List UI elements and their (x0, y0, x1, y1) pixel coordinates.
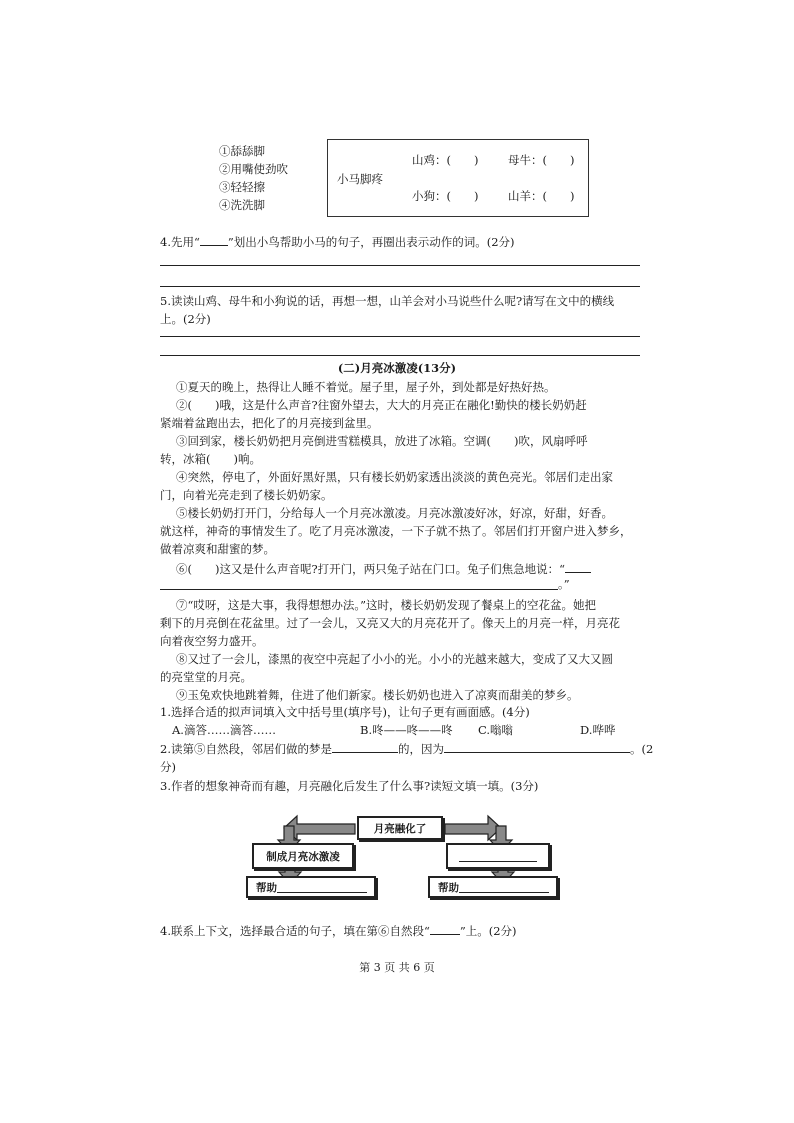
answer-blank[interactable] (430, 923, 460, 935)
answer-blank[interactable] (565, 561, 591, 573)
option-c[interactable]: C.嗡嗡 (478, 723, 514, 737)
answer-blank[interactable] (332, 741, 398, 753)
paragraph-2: ②( )哦，这是什么声音?往窗外望去，大大的月亮正在融化!勤快的楼长奶奶赶 紧端着盆跑出去，把化了的月亮接到盆里。 (160, 398, 587, 430)
flow-top-box: 月亮融化了 (357, 816, 443, 840)
flow-right-box[interactable] (446, 843, 550, 869)
page-footer: 第 3 页 共 6 页 (359, 961, 435, 974)
match-item-muniu: 母牛：( ) (508, 153, 575, 167)
option-4: ④洗洗脚 (219, 198, 265, 212)
answer-line[interactable] (160, 355, 640, 356)
paragraph-3: ③回到家，楼长奶奶把月亮倒进雪糕模具，放进了冰箱。空调( )吹，风扇呼呼 转，冰箱( )响。 (160, 434, 588, 466)
match-box (327, 139, 589, 217)
answer-blank[interactable] (200, 234, 228, 246)
question-3: 3.作者的想象神奇而有趣，月亮融化后发生了什么事?读短文填一填。(3分) (160, 779, 539, 793)
answer-line[interactable] (160, 265, 640, 266)
passage-part-1 (160, 378, 650, 558)
flow-help-right[interactable]: 帮助 (428, 876, 558, 898)
paragraph-4: ④突然，停电了，外面好黑好黑，只有楼长奶奶家透出淡淡的黄色亮光。邻居们走出家 门，向着光亮走到了楼长奶奶家。 (160, 470, 613, 502)
answer-line[interactable] (160, 589, 558, 590)
option-3: ③轻轻擦 (219, 180, 265, 194)
question-5: 5.读读山鸡、母牛和小狗说的话，再想一想，山羊会对小马说些什么呢?请写在文中的横线 上。(2分) (160, 294, 615, 326)
paragraph-9: ⑨玉兔欢快地跳着舞，住进了他们新家。楼长奶奶也进入了凉爽而甜美的梦乡。 (176, 688, 579, 702)
question-4: 4.先用“ ”划出小鸟帮助小马的句子，再圈出表示动作的词。(2分) (160, 235, 515, 249)
passage-part-2 (160, 596, 650, 704)
options-list (219, 142, 288, 214)
answer-blank[interactable] (444, 741, 630, 753)
paragraph-6-end: 。” (558, 577, 570, 591)
section-title: (二)月亮冰激凌(13分) (337, 361, 457, 375)
option-a[interactable]: A.滴答……滴答…… (172, 723, 276, 737)
question-2: 2.读第⑤自然段，邻居们做的梦是 的，因为 。(2 (160, 742, 654, 756)
answer-blank[interactable] (277, 881, 367, 893)
paragraph-1: ①夏天的晚上，热得让人睡不着觉。屋子里，屋子外，到处都是好热好热。 (176, 380, 556, 394)
paragraph-5: ⑤楼长奶奶打开门，分给每人一个月亮冰激凌。月亮冰激凌好冰，好凉，好甜，好香。 就这样，神奇的事情发生了。吃了月亮冰激凌，一下子就不热了。邻居们打开窗户进入梦乡， 做着凉爽和甜蜜的梦。 (160, 506, 632, 556)
question-4b: 4.联系上下文，选择最合适的句子，填在第⑥自然段“ ”上。(2分) (160, 924, 517, 938)
option-d[interactable]: D.哗哗 (580, 723, 616, 737)
option-1: ①舔舔脚 (219, 144, 265, 158)
option-2: ②用嘴使劲吹 (219, 162, 288, 176)
paragraph-7: ⑦“哎呀，这是大事，我得想想办法。”这时，楼长奶奶发现了餐桌上的空花盆。她把 剩下的月亮倒在花盆里。过了一会儿，又亮又大的月亮花开了。像天上的月亮一样，月亮花 向着夜空努力盛开。 (160, 598, 620, 648)
question-1: 1.选择合适的拟声词填入文中括号里(填序号)，让句子更有画面感。(4分) (160, 705, 530, 719)
match-item-shanyang: 山羊：( ) (508, 189, 575, 203)
answer-blank[interactable] (459, 850, 537, 862)
arrow-left (284, 816, 355, 840)
match-item-shanji: 山鸡：( ) (412, 153, 479, 167)
arrow-right (445, 816, 501, 840)
paragraph-6: ⑥( )这又是什么声音呢?打开门，两只兔子站在门口。兔子们焦急地说：“ (176, 560, 646, 578)
match-item-xiaogou: 小狗：( ) (412, 189, 479, 203)
answer-line[interactable] (160, 286, 640, 287)
flow-help-left[interactable]: 帮助 (246, 876, 376, 898)
match-box-label: 小马脚疼 (337, 172, 383, 186)
question-2-cont: 分) (160, 760, 176, 774)
answer-line[interactable] (160, 336, 640, 337)
flow-left-box: 制成月亮冰激凌 (252, 843, 354, 869)
answer-blank[interactable] (459, 881, 549, 893)
question-1-options (172, 722, 642, 740)
option-b[interactable]: B.咚——咚——咚 (360, 723, 453, 737)
paragraph-8: ⑧又过了一会儿，漆黑的夜空中亮起了小小的光。小小的光越来越大，变成了又大又圆 的亮堂堂的月亮。 (160, 652, 613, 684)
